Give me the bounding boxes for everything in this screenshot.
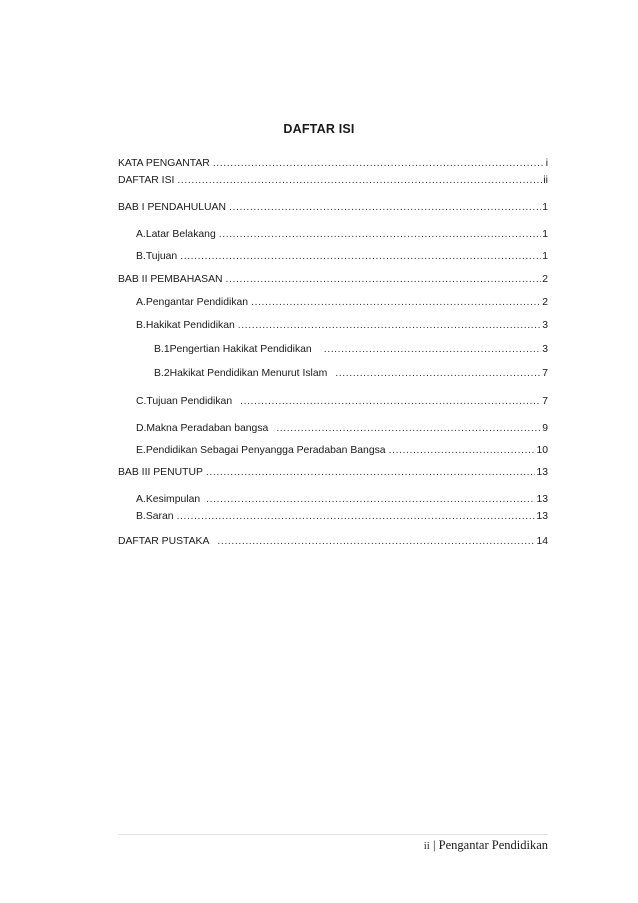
dot-leader (206, 466, 536, 480)
toc-entry-kesimpulan[interactable] (136, 493, 548, 507)
dot-leader (177, 174, 542, 188)
dot-leader (324, 343, 542, 357)
dot-leader (251, 296, 541, 310)
dot-leader (177, 510, 536, 524)
footer-title: Pengantar Pendidikan (438, 838, 548, 852)
toc-entry-page: i (545, 158, 548, 169)
toc-entry-page: 1 (542, 251, 548, 262)
toc-entry-makna-peradaban[interactable] (136, 422, 548, 436)
toc-entry-number: A. (136, 494, 146, 505)
toc-entry-page: 1 (542, 202, 548, 213)
toc-entry-label: DAFTAR ISI (118, 175, 175, 186)
toc-entry-bab-i[interactable] (118, 201, 548, 215)
page-title: DAFTAR ISI (283, 122, 355, 136)
toc-entry-label: Tujuan (145, 251, 178, 262)
toc-entry-label: Tujuan Pendidikan (146, 396, 233, 407)
dot-leader (389, 444, 536, 458)
toc-entry-pengertian-hakikat[interactable] (154, 343, 548, 357)
footer-page-number: ii (423, 840, 430, 852)
footer-divider (118, 834, 548, 835)
toc-entry-label: Latar Belakang (145, 229, 216, 240)
toc-entry-page: 13 (536, 494, 548, 505)
toc-entry-tujuan-pendidikan[interactable] (136, 395, 548, 409)
toc-entry-bab-iii[interactable] (118, 466, 548, 480)
toc-entry-page: 9 (542, 423, 548, 434)
toc-entry-number: A. (136, 229, 146, 240)
toc-entry-number: B. (136, 320, 146, 331)
toc-entry-page: 3 (542, 344, 548, 355)
toc-entry-number: B.2 (154, 368, 170, 379)
toc-entry-page: 1 (542, 229, 548, 240)
toc-entry-number: C. (136, 396, 147, 407)
toc-entry-label: BAB I PENDAHULUAN (118, 202, 226, 213)
toc-entry-number: B. (136, 511, 146, 522)
toc-entry-number: B.1 (154, 344, 170, 355)
toc-entry-page: 2 (542, 274, 548, 285)
toc-entry-tujuan[interactable] (136, 250, 548, 264)
page-footer (424, 838, 548, 853)
toc-entry-label: Makna Peradaban bangsa (146, 423, 269, 434)
toc-entry-kata-pengantar[interactable] (118, 157, 548, 171)
toc-entry-page: 3 (542, 320, 548, 331)
dot-leader (335, 367, 541, 381)
toc-entry-page: 14 (536, 536, 548, 547)
dot-leader (276, 422, 541, 436)
toc-entry-latar-belakang[interactable] (136, 228, 548, 242)
toc-entry-label: DAFTAR PUSTAKA (118, 536, 210, 547)
toc-entry-label: BAB III PENUTUP (118, 467, 203, 478)
toc-entry-label: Hakikat Pendidikan (145, 320, 235, 331)
toc-entry-number: E. (136, 445, 146, 456)
dot-leader (240, 395, 541, 409)
dot-leader (213, 157, 545, 171)
dot-leader (180, 250, 541, 264)
dot-leader (226, 273, 542, 287)
toc-entry-number: A. (136, 297, 146, 308)
toc-entry-label: Pendidikan Sebagai Penyangga Peradaban Bangsa (145, 445, 386, 456)
toc-entry-number: D. (136, 423, 147, 434)
toc-entry-hakikat-menurut-islam[interactable] (154, 367, 548, 381)
toc-entry-label: Saran (145, 511, 174, 522)
dot-leader (219, 228, 541, 242)
toc-entry-page: 13 (536, 511, 548, 522)
dot-leader (238, 319, 541, 333)
toc-entry-page: 10 (536, 445, 548, 456)
toc-entry-label: Hakikat Pendidikan Menurut Islam (169, 368, 328, 379)
toc-entry-label: KATA PENGANTAR (118, 158, 210, 169)
toc-entry-label: Pengantar Pendidikan (145, 297, 249, 308)
toc-entry-label: BAB II PEMBAHASAN (118, 274, 223, 285)
dot-leader (217, 535, 535, 549)
toc-entry-number: B. (136, 251, 146, 262)
toc-entry-page: 7 (542, 396, 548, 407)
toc-entry-page: 7 (542, 368, 548, 379)
footer-separator: | (433, 838, 436, 852)
toc-entry-daftar-pustaka[interactable] (118, 535, 548, 549)
toc-entry-bab-ii[interactable] (118, 273, 548, 287)
dot-leader (229, 201, 541, 215)
toc-entry-hakikat-pendidikan[interactable] (136, 319, 548, 333)
toc-entry-page: 2 (542, 297, 548, 308)
toc-entry-penyangga-peradaban[interactable] (136, 444, 548, 458)
dot-leader (206, 493, 535, 507)
toc-entry-page: 13 (536, 467, 548, 478)
toc-entry-pengantar-pendidikan[interactable] (136, 296, 548, 310)
toc-entry-page: ii (543, 175, 548, 186)
toc-entry-label: Kesimpulan (145, 494, 201, 505)
toc-entry-label: Pengertian Hakikat Pendidikan (169, 344, 312, 355)
toc-entry-daftar-isi[interactable] (118, 174, 548, 188)
toc-entry-saran[interactable] (136, 510, 548, 524)
